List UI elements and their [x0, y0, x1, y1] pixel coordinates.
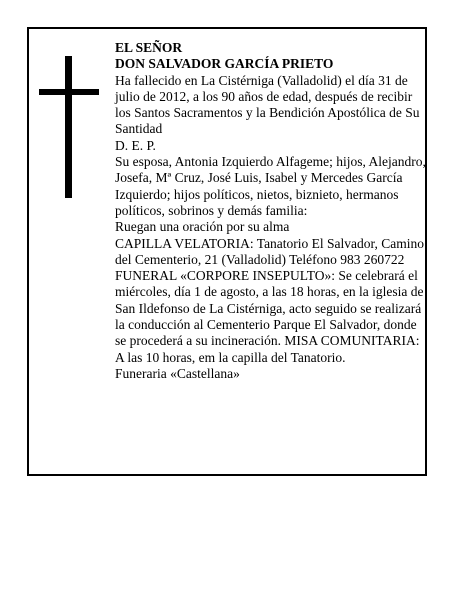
rip-line: D. E. P.	[115, 137, 156, 153]
cross-icon	[39, 56, 99, 198]
heading-line-2: DON SALVADOR GARCÍA PRIETO	[115, 56, 334, 72]
family-list: Su esposa, Antonia Izquierdo Alfageme; hijos, Alejandro, Josefa, Mª Cruz, José Luis, Isabel y Mercedes García Izquierdo; hijos políticos, nietos, biznieto, hermanos políticos, sobrinos y demás familia:	[115, 154, 426, 218]
heading-line-1: EL SEÑOR	[115, 40, 183, 55]
funeral-info: FUNERAL «CORPORE INSEPULTO»: Se celebrará el miércoles, día 1 de agosto, a las 18 horas, en la iglesia de San Ildefonso de La Cistérniga, acto seguido se realizará la conducción al Cementerio Parque El Salvador, donde se procederá a su incineración. MISA COMUNITARIA: A las 10 horas, em la capilla del Tanatorio.	[115, 268, 424, 365]
notice-text	[115, 40, 427, 382]
prayer-request: Ruegan una oración por su alma	[115, 219, 290, 235]
obituary-notice	[27, 27, 427, 476]
funeral-home: Funeraria «Castellana»	[115, 365, 240, 381]
death-announcement: Ha fallecido en La Cistérniga (Valladolid) el día 31 de julio de 2012, a los 90 años de edad, después de recibir los Santos Sacramentos y la Bendición Apostólica de Su Santidad	[115, 72, 420, 137]
cross-vertical-bar	[65, 56, 72, 198]
chapel-info: CAPILLA VELATORIA: Tanatorio El Salvador, Camino del Cementerio, 21 (Valladolid) Teléfono 983 260722	[115, 235, 424, 267]
cross-horizontal-bar	[39, 89, 99, 95]
